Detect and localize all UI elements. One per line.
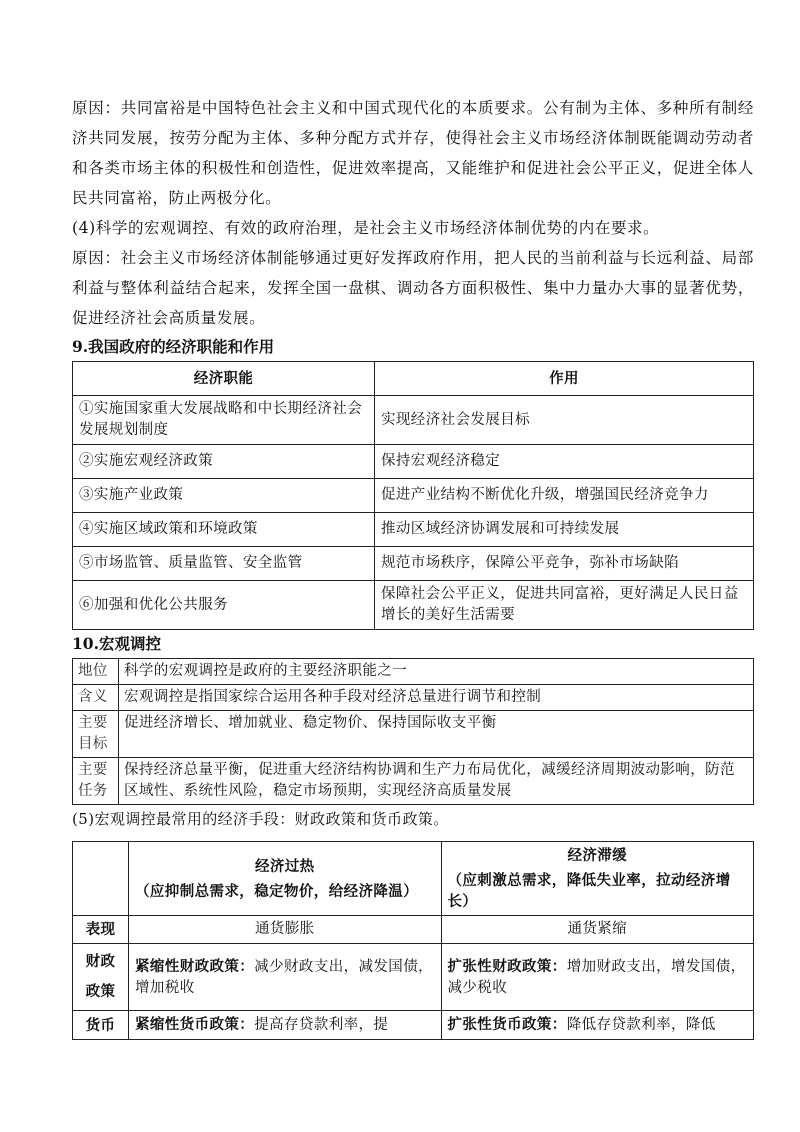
table-row (73, 513, 754, 547)
government-functions-table (72, 361, 754, 630)
slowdown-cell (441, 1011, 754, 1040)
policy-name: 紧缩性财政政策： (135, 957, 255, 975)
table-row (73, 659, 754, 685)
document-page (72, 93, 754, 1040)
policy-detail: 减少财政支出，减发国债，增加税收 (135, 958, 434, 996)
slowdown-cell: 通货紧缩 (441, 916, 754, 944)
row-content: 保持经济总量平衡，促进重大经济结构协调和生产力布局优化，减缓经济周期波动影响，防范区域性、系统性风险，稳定市场预期，实现经济高质量发展 (119, 758, 754, 805)
row-content: 科学的宏观调控是政府的主要经济职能之一 (119, 659, 754, 685)
row-label: 主要目标 (73, 711, 119, 758)
overheating-cell: 通货膨胀 (129, 916, 442, 944)
overheating-title: 经济过热 (254, 857, 315, 875)
table-row (73, 685, 754, 711)
table-row (73, 758, 754, 805)
function-cell: ③实施产业政策 (73, 479, 375, 513)
slowdown-subtitle: （应刺激总需求，降低失业率，拉动经济增长） (447, 872, 731, 910)
policy-detail: 增加财政支出，增发国债，减少税收 (447, 958, 746, 996)
paragraph-reason-macro-control: 原因：社会主义市场经济体制能够通过更好发挥政府作用，把人民的当前利益与长远利益、局部利益与整体利益结合起来，发挥全国一盘棋、调动各方面积极性、集中力量办大事的显著优势，促进经济社会高质量发展。 (72, 249, 754, 327)
header-effect: 作用 (375, 362, 754, 396)
overheating-cell (129, 1011, 442, 1040)
table-row (73, 547, 754, 581)
row-label: 地位 (73, 659, 119, 685)
function-cell: ②实施宏观经济政策 (73, 445, 375, 479)
row-content: 宏观调控是指国家综合运用各种手段对经济总量进行调节和控制 (119, 685, 754, 711)
table-row (73, 581, 754, 630)
effect-cell: 保障社会公平正义，促进共同富裕，更好满足人民日益增长的美好生活需要 (375, 581, 754, 630)
policy-name: 紧缩性货币政策： (135, 1016, 255, 1033)
paragraph-reason-common-prosperity: 原因：共同富裕是中国特色社会主义和中国式现代化的本质要求。公有制为主体、多种所有制经济共同发展，按劳分配为主体、多种分配方式并存，使得社会主义市场经济体制既能调动劳动者和各类市场主体的积极性和创造性，促进效率提高，又能维护和促进社会公平正义，促进全体人民共同富裕，防止两极分化。 (72, 99, 754, 207)
policy-name: 扩张性财政政策： (447, 957, 567, 975)
effect-cell: 推动区域经济协调发展和可持续发展 (375, 513, 754, 547)
policy-name: 扩张性货币政策： (447, 1016, 567, 1033)
policy-detail: 提高存贷款利率，提 (254, 1017, 389, 1033)
effect-cell: 保持宏观经济稳定 (375, 445, 754, 479)
macro-control-table (72, 658, 754, 805)
table-header-row (73, 362, 754, 396)
effect-cell: 促进产业结构不断优化升级，增强国民经济竞争力 (375, 479, 754, 513)
paragraph-point-4: (4)科学的宏观调控、有效的政府治理，是社会主义市场经济体制优势的内在要求。 (72, 219, 660, 237)
table-row (73, 711, 754, 758)
table-row (73, 479, 754, 513)
slowdown-title: 经济滞缓 (567, 847, 628, 864)
row-head: 财政政策 (73, 944, 129, 1011)
effect-cell: 规范市场秩序，保障公平竞争，弥补市场缺陷 (375, 547, 754, 581)
table-row (73, 944, 754, 1011)
policy-note: (5)宏观调控最常用的经济手段：财政政策和货币政策。 (72, 810, 449, 828)
row-content: 促进经济增长、增加就业、稳定物价、保持国际收支平衡 (119, 711, 754, 758)
policy-detail: 降低存贷款利率，降低 (566, 1017, 716, 1033)
slowdown-cell (441, 944, 754, 1011)
overheating-subtitle: （应抑制总需求，稳定物价，给经济降温） (135, 882, 419, 900)
table-row (73, 1011, 754, 1040)
table-row (73, 916, 754, 944)
function-cell: ①实施国家重大发展战略和中长期经济社会发展规划制度 (73, 396, 375, 445)
section-9-title: 9.我国政府的经济职能和作用 (72, 337, 275, 356)
function-cell: ④实施区域政策和环境政策 (73, 513, 375, 547)
fiscal-monetary-policy-table (72, 841, 754, 1040)
row-label: 主要任务 (73, 758, 119, 805)
table-row (73, 445, 754, 479)
header-slowdown (441, 842, 754, 916)
section-10-title: 10.宏观调控 (72, 634, 161, 653)
table-row (73, 396, 754, 445)
header-function: 经济职能 (73, 362, 375, 396)
function-cell: ⑥加强和优化公共服务 (73, 581, 375, 630)
row-head: 货币 (73, 1011, 129, 1040)
effect-cell: 实现经济社会发展目标 (375, 396, 754, 445)
table-header-row (73, 842, 754, 916)
header-overheating (129, 842, 442, 916)
corner-cell (73, 842, 129, 916)
overheating-cell (129, 944, 442, 1011)
row-label: 含义 (73, 685, 119, 711)
row-head: 表现 (73, 916, 129, 944)
function-cell: ⑤市场监管、质量监管、安全监管 (73, 547, 375, 581)
